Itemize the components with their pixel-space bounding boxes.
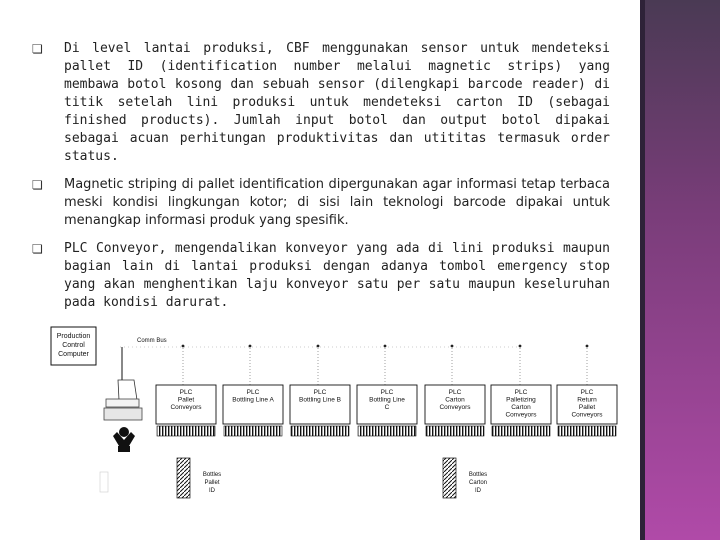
plc-label-line: PLC [179,389,193,396]
sensor-post [443,458,487,498]
plc-label-line: Bottling Line A [232,396,274,404]
plc-label-line: PLC [580,389,594,396]
plc-label-line: Conveyors [170,404,202,411]
checkbox-bullet-icon: ❏ [32,178,43,192]
checkbox-bullet-icon: ❏ [32,242,43,256]
plc-label-line: C [384,404,390,411]
bus-node [384,345,387,348]
sensor-label-line: ID [475,488,481,494]
plc-box [156,345,216,436]
conveyor-strip [157,426,215,436]
conveyor-strip [426,426,484,436]
conveyor-strip [224,426,282,436]
sensor-label-line: Carton [468,480,488,486]
plc-label-line: Carton [445,396,465,404]
plc-label-line: Return [577,396,597,404]
plc-label-line: Bottling Line [369,396,405,404]
plc-box [223,345,283,436]
plc-label-line: Conveyors [571,411,603,419]
plc-label-line: PLC [380,389,394,396]
conveyor-strip [291,426,349,436]
sensor-stand [100,472,108,492]
plc-label-line: Conveyors [439,404,471,411]
sensor-post-body [443,458,456,498]
bus-node [451,345,454,348]
plc-label-line: Carton [511,404,531,411]
plc-label-line: PLC [246,389,260,396]
sensor-post [177,458,221,498]
plc-label-line: PLC [514,389,528,396]
bullet-text: Di level lantai produksi, CBF menggunakan sensor untuk mendeteksi pallet ID (identification number melalui magnetic strips) yang membawa botol kosong dan sebuah sensor (dilengkapi barcode reader) di titik setelah lini produksi untuk mendeteksi carton ID (sebagai finished products). Jumlah input botol dan output botol dipakai sebagai acuan perhitungan produktivitas dan utititas termasuk order status. [64,41,610,164]
workstation-computer-icon [104,347,142,420]
computer-label-line: Production [56,333,91,340]
bullet-text: PLC Conveyor, mengendalikan konveyor yang ada di lini produksi maupun bagian lain di lantai produksi dengan adanya tombol emergency stop yang akan menghentikan laju konveyor satu per satu maupun keseluruhan pada kondisi darurat. [64,241,610,310]
plc-label-line: Pallet [578,404,596,411]
sensor-label-line: ID [209,488,215,494]
plc-box [357,345,417,436]
conveyor-strip [358,426,416,436]
plc-label-line: Bottling Line B [299,396,341,404]
checkbox-bullet-icon: ❏ [32,42,43,56]
bus-node [249,345,252,348]
bus-node [317,345,320,348]
bus-node [182,345,185,348]
plc-label-line: PLC [313,389,327,396]
comm-bus-label: Comm Bus [137,338,167,344]
sensor-label-line: Bottles [202,472,222,478]
conveyor-strip [492,426,550,436]
operator-person-icon [113,427,135,452]
plc-box [425,345,485,436]
bus-node [519,345,522,348]
plc-box [557,345,617,436]
plc-label-line: PLC [448,389,462,396]
plc-box [491,345,551,436]
plc-box [290,345,350,436]
conveyor-strip [558,426,616,436]
sensor-label-line: Pallet [204,480,220,486]
bus-node [586,345,589,348]
computer-label-line: Control [62,342,85,349]
sensor-post-body [177,458,190,498]
plc-label-line: Pallet [177,396,195,404]
sensor-label-line: Bottles [468,472,488,478]
computer-label-line: Computer [58,351,89,358]
plc-label-line: Conveyors [505,411,537,419]
bullet-text: Magnetic striping di pallet identification dipergunakan agar informasi tetap terbaca meski kondisi lingkungan kotor; di sisi lain teknologi barcode dipakai untuk menangkap informasi produk yang spesifik. [64,177,610,228]
plc-label-line: Palletizing [506,396,536,404]
